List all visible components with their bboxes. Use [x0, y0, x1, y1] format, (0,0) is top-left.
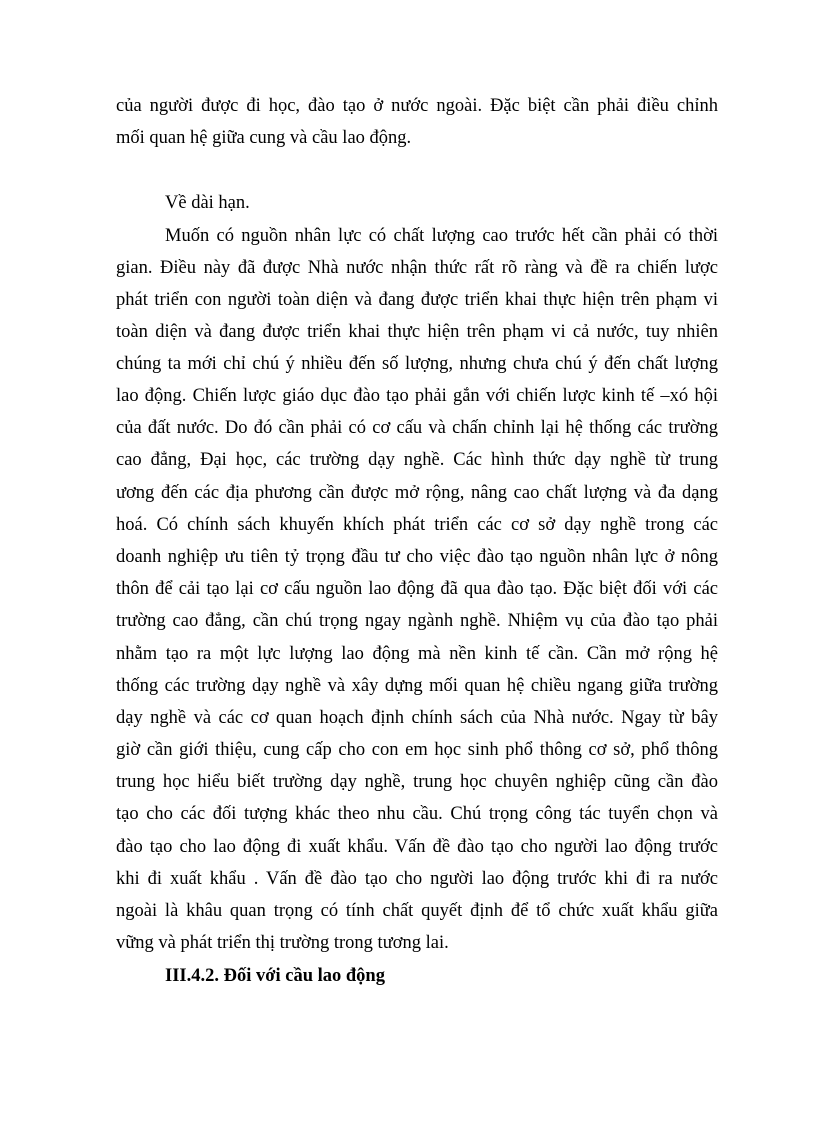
text-line: của đất nước. Do đó cần phải có cơ cấu và chấn chỉnh lại hệ thống các trường: [116, 418, 718, 438]
text-line: gian. Điều này đã được Nhà nước nhận thức rất rõ ràng và đề ra chiến lược: [116, 258, 718, 278]
text-line: lao động. Chiến lược giáo dục đào tạo phải gắn với chiến lược kinh tế –xó hội: [116, 386, 718, 406]
text-line: khi đi xuất khẩu . Vấn đề đào tạo cho người lao động trước khi đi ra nước: [116, 869, 718, 889]
text-line: phát triển con người toàn diện và đang được triển khai thực hiện trên phạm vi: [116, 290, 718, 310]
text-line: tạo cho các đối tượng khác theo nhu cầu. Chú trọng công tác tuyển chọn và: [116, 804, 718, 824]
text-line: dạy nghề và các cơ quan hoạch định chính sách của Nhà nước. Ngay từ bây: [116, 708, 718, 728]
text-line: cao đẳng, Đại học, các trường dạy nghề. Các hình thức dạy nghề từ trung: [116, 450, 718, 470]
text-line: đào tạo cho lao động đi xuất khẩu. Vấn đề đào tạo cho người lao động trước: [116, 837, 718, 857]
text-line: doanh nghiệp ưu tiên tỷ trọng đầu tư cho việc đào tạo nguồn nhân lực ở nông: [116, 547, 718, 567]
text-line: vững và phát triển thị trường trong tương lai.: [116, 933, 449, 953]
text-line: nhằm tạo ra một lực lượng lao động mà nền kinh tế cần. Cần mở rộng hệ: [116, 644, 718, 664]
text-line: ngoài là khâu quan trọng có tính chất quyết định để tổ chức xuất khẩu giữa: [116, 901, 718, 921]
section-heading: III.4.2. Đối với cầu lao động: [165, 966, 385, 986]
text-line: trung học hiểu biết trường dạy nghề, trung học chuyên nghiệp cũng cần đào: [116, 772, 718, 792]
long-term-label: Về dài hạn.: [165, 193, 250, 213]
text-line: trường cao đẳng, cần chú trọng ngay ngành nghề. Nhiệm vụ của đào tạo phải: [116, 611, 718, 631]
text-line: thôn để cải tạo lại cơ cấu nguồn lao động đã qua đào tạo. Đặc biệt đối với các: [116, 579, 718, 599]
text-line: hoá. Có chính sách khuyến khích phát triển các cơ sở dạy nghề trong các: [116, 515, 718, 535]
text-line: mối quan hệ giữa cung và cầu lao động.: [116, 128, 412, 148]
text-line: của người được đi học, đào tạo ở nước ngoài. Đặc biệt cần phải điều chỉnh: [116, 96, 718, 116]
text-line: toàn diện và đang được triển khai thực hiện trên phạm vi cả nước, tuy nhiên: [116, 322, 718, 342]
text-line: Muốn có nguồn nhân lực có chất lượng cao trước hết cần phải có thời: [165, 226, 718, 246]
text-line: ương đến các địa phương cần được mở rộng, nâng cao chất lượng và đa dạng: [116, 483, 718, 503]
text-line: chúng ta mới chỉ chú ý nhiều đến số lượng, nhưng chưa chú ý đến chất lượng: [116, 354, 718, 374]
text-line: giờ cần giới thiệu, cung cấp cho con em học sinh phổ thông cơ sở, phổ thông: [116, 740, 718, 760]
text-line: thống các trường dạy nghề và xây dựng mối quan hệ chiều ngang giữa trường: [116, 676, 718, 696]
